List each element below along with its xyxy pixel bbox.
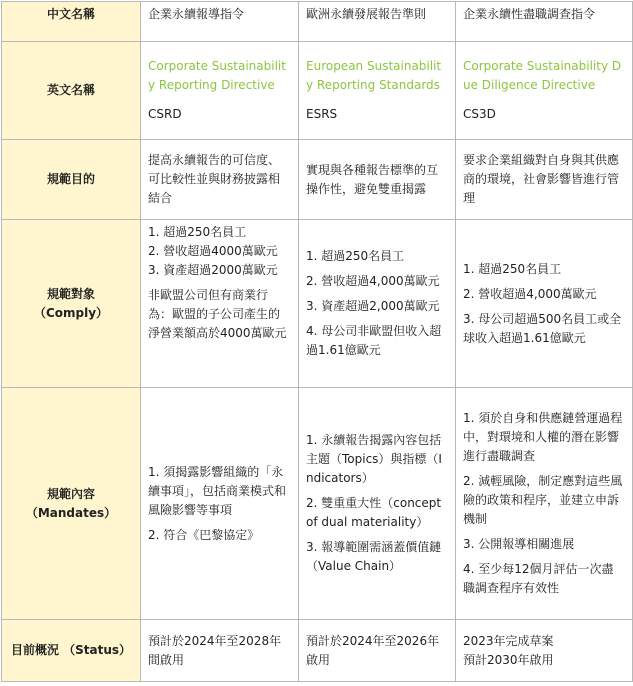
- list-item: 1. 超過250名員工: [463, 261, 562, 276]
- cell-cs3d-zh-name: 企業永續性盡職調查指令: [456, 2, 633, 42]
- list-item: 2. 減輕風險，制定應對這些風險的政策和程序，並建立申訴機制: [463, 474, 623, 526]
- list-item: 3. 資產超過2,000萬歐元: [306, 299, 440, 313]
- list-item: 3. 資產超過2000萬歐元: [148, 263, 278, 277]
- list-item: 1. 超過250名員工: [306, 249, 405, 263]
- cell-esrs-zh-name: 歐洲永續發展報告準則: [299, 2, 456, 42]
- esrs-en-name: European Sustainability Reporting Standards: [306, 59, 442, 92]
- cell-esrs-en-name: [299, 42, 456, 140]
- cell-esrs-purpose: 實現與各種報告標準的互操作性，避免雙重揭露: [299, 140, 456, 220]
- row-mandates: [2, 388, 633, 620]
- row-header-purpose: 規範目的: [2, 140, 141, 220]
- cs3d-status-line1: 2023年完成草案: [463, 633, 554, 648]
- list-item: 2. 符合《巴黎協定》: [148, 527, 260, 542]
- list-item: 3. 母公司超過500名員工或全球收入超過1.61億歐元: [463, 311, 622, 345]
- mandates-header-line2: （Mandates）: [25, 505, 117, 520]
- esrs-abbr: ESRS: [306, 107, 338, 121]
- cell-esrs-comply: [299, 220, 456, 388]
- row-status: [2, 620, 633, 682]
- cs3d-abbr: CS3D: [463, 107, 496, 121]
- cell-csrd-zh-name: 企業永續報導指令: [141, 2, 299, 42]
- row-purpose: [2, 140, 633, 220]
- cell-esrs-mandates: [299, 388, 456, 620]
- row-header-en-name: 英文名稱: [2, 42, 141, 140]
- cell-csrd-comply: [141, 220, 299, 388]
- list-item: 2. 雙重重大性（concept of dual materiality）: [306, 496, 442, 529]
- row-header-mandates: [2, 388, 141, 620]
- list-item: 4. 至少每12個月評估一次盡職調查程序有效性: [463, 562, 614, 595]
- list-item: 1. 超過250名員工: [148, 225, 247, 239]
- cell-cs3d-mandates: [456, 388, 633, 620]
- list-item: 2. 營收超過4,000萬歐元: [463, 286, 597, 301]
- cell-cs3d-en-name: [456, 42, 633, 140]
- row-comply: [2, 220, 633, 388]
- comply-header-line2: （Comply）: [33, 305, 109, 320]
- regulation-comparison-table: [1, 1, 633, 682]
- row-header-zh-name: 中文名稱: [2, 2, 141, 42]
- comply-header-line1: 規範對象: [46, 286, 95, 301]
- csrd-comply-list: [148, 223, 291, 280]
- row-en-name: [2, 42, 633, 140]
- csrd-comply-note: 非歐盟公司但有商業行為：歐盟的子公司產生的淨營業額高於4000萬歐元: [148, 288, 287, 340]
- list-item: 4. 母公司非歐盟但收入超過1.61億歐元: [306, 324, 442, 357]
- row-header-status: 目前概況 （Status）: [2, 620, 141, 682]
- row-header-comply: [2, 220, 141, 388]
- list-item: 3. 公開報導相關進展: [463, 537, 575, 551]
- list-item: 3. 報導範圍需涵蓋價值鏈（Value Chain）: [306, 540, 442, 573]
- cell-esrs-status: 預計於2024年至2026年啟用: [299, 620, 456, 682]
- list-item: 1. 永續報告揭露內容包括主題（Topics）與指標（Indicators）: [306, 433, 442, 485]
- row-zh-name: [2, 2, 633, 42]
- cell-cs3d-purpose: 要求企業組織對自身與其供應商的環境，社會影響皆進行管理: [456, 140, 633, 220]
- list-item: 2. 營收超過4,000萬歐元: [306, 274, 440, 288]
- csrd-abbr: CSRD: [148, 107, 182, 121]
- cs3d-status-line2: 預計2030年啟用: [463, 652, 554, 667]
- cell-csrd-purpose: 提高永續報告的可信度、可比較性並與財務披露相結合: [141, 140, 299, 220]
- list-item: 1. 須於自身和供應鏈營運過程中，對環境和人權的潛在影響進行盡職調查: [463, 411, 623, 463]
- cell-cs3d-status: [456, 620, 633, 682]
- cs3d-en-name: Corporate Sustainability Due Diligence Directive: [463, 59, 622, 92]
- list-item: 1. 須揭露影響組織的「永續事項」，包括商業模式和風險影響等事項: [148, 464, 287, 517]
- mandates-header-line1: 規範內容: [46, 486, 95, 501]
- csrd-en-name: Corporate Sustainability Reporting Directive: [148, 59, 286, 92]
- cell-csrd-mandates: [141, 388, 299, 620]
- cell-csrd-en-name: [141, 42, 299, 140]
- list-item: 2. 營收超過4000萬歐元: [148, 244, 278, 258]
- cell-cs3d-comply: [456, 220, 633, 388]
- cell-csrd-status: 預計於2024年至2028年間啟用: [141, 620, 299, 682]
